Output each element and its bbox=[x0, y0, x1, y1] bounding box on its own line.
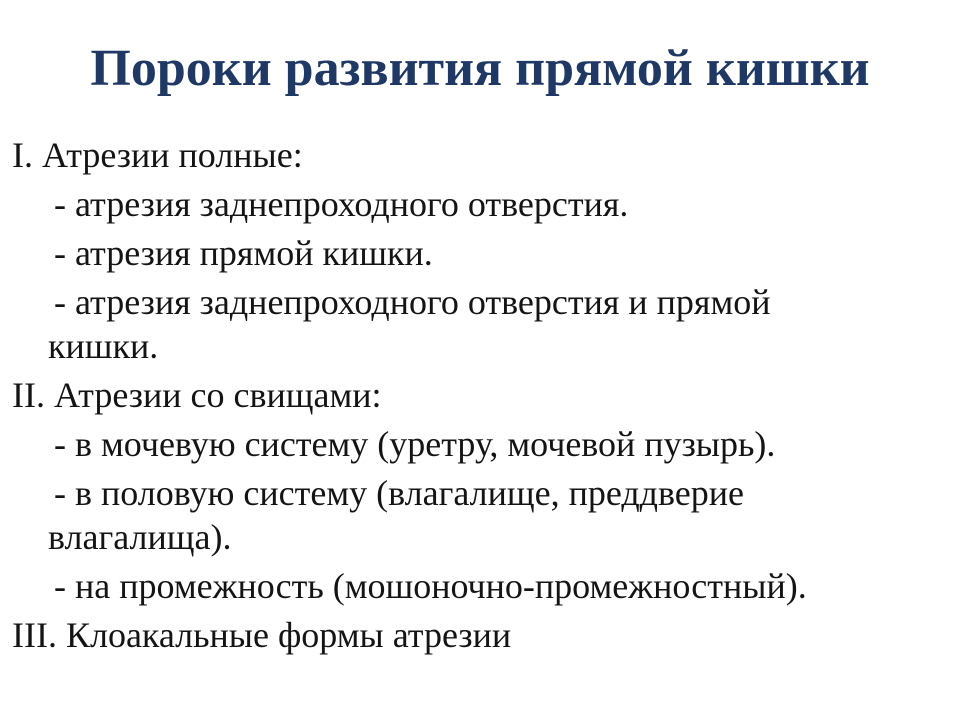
slide-body bbox=[10, 131, 940, 659]
list-item-continuation: влагалища). bbox=[48, 517, 232, 557]
list-item: - в половую систему (влагалище, преддверие bbox=[54, 473, 744, 513]
list-item: - атрезия заднепроходного отверстия и прямой bbox=[54, 282, 771, 322]
list-item: - атрезия заднепроходного отверстия. bbox=[54, 184, 629, 224]
section-heading-1: I. Атрезии полные: bbox=[12, 135, 303, 175]
list-item: - в мочевую систему (уретру, мочевой пузырь). bbox=[54, 424, 776, 464]
list-item-continuation: кишки. bbox=[48, 326, 159, 366]
list-item: - на промежность (мошоночно-промежностный). bbox=[54, 566, 807, 606]
section-heading-3: III. Клоакальные формы атрезии bbox=[12, 615, 512, 655]
list-item: - атрезия прямой кишки. bbox=[54, 233, 433, 273]
section-heading-2: II. Атрезии со свищами: bbox=[12, 375, 382, 415]
slide-title: Пороки развития прямой кишки bbox=[90, 40, 870, 97]
